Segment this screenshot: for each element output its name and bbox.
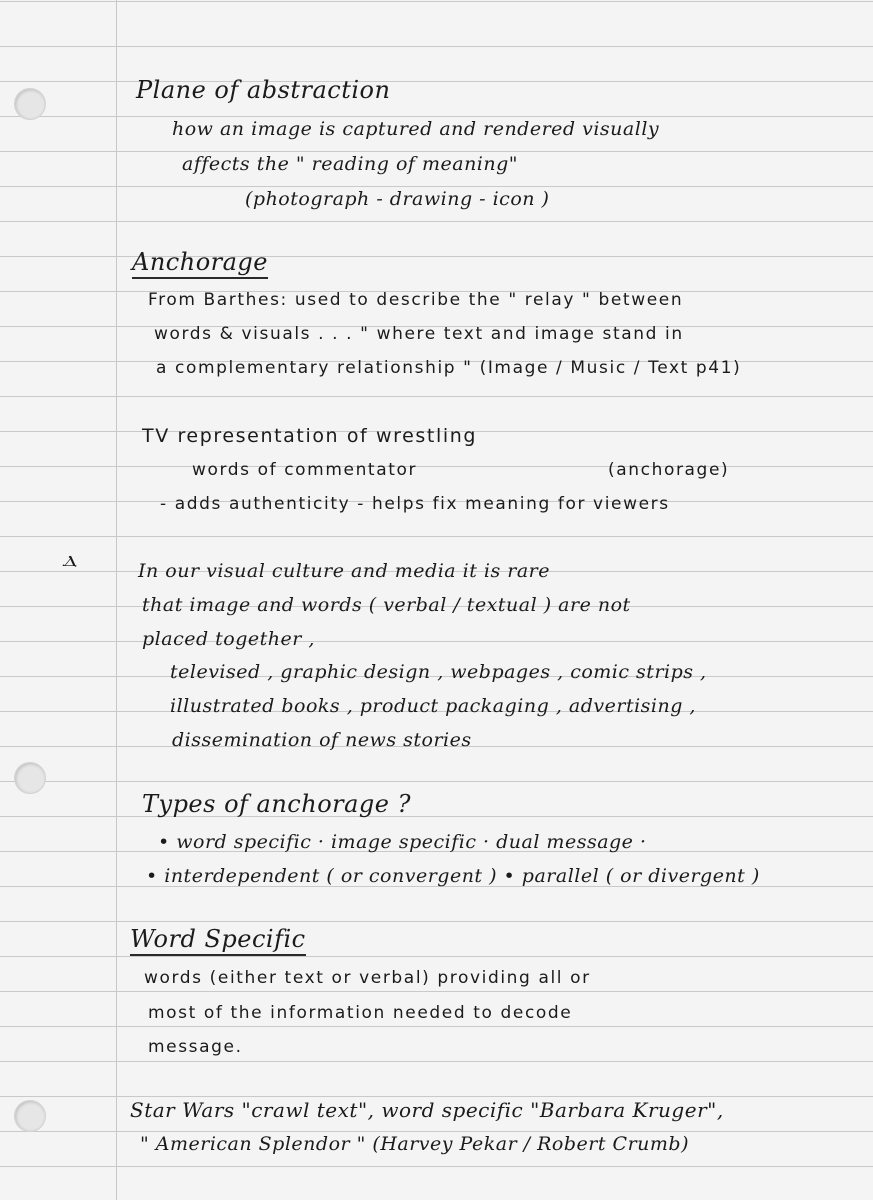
word-specific-heading-text: Word Specific: [130, 925, 306, 956]
anchorage-line-3: a complementary relationship " (Image / Music / Text p41): [156, 358, 742, 378]
word-specific-line-2: most of the information needed to decode: [148, 1003, 573, 1023]
punch-hole: [14, 88, 46, 120]
word-specific-line-3: message.: [148, 1037, 243, 1057]
culture-line-1: In our visual culture and media it is rare: [138, 560, 551, 582]
tv-line-3: - adds authenticity - helps fix meaning for viewers: [160, 494, 670, 514]
punch-hole: [14, 762, 46, 794]
culture-line-5: illustrated books , product packaging , advertising ,: [170, 695, 696, 717]
culture-line-4: televised , graphic design , webpages , comic strips ,: [170, 661, 707, 683]
plane-line-2: affects the " reading of meaning": [182, 153, 519, 175]
examples-line-2: " American Splendor " (Harvey Pekar / Robert Crumb): [140, 1133, 689, 1155]
culture-line-6: dissemination of news stories: [172, 729, 472, 751]
types-heading: Types of anchorage ?: [142, 790, 411, 818]
anchorage-heading-text: Anchorage: [132, 248, 268, 279]
types-line-2: • interdependent ( or convergent ) • parallel ( or divergent ): [146, 865, 760, 887]
margin-marker: ⲇ: [62, 547, 77, 572]
types-line-1: • word specific · image specific · dual message ·: [158, 831, 647, 853]
tv-line-2-note: (anchorage): [608, 460, 730, 480]
anchorage-line-1: From Barthes: used to describe the " relay " between: [148, 290, 684, 310]
margin-line: [116, 0, 117, 1200]
word-specific-line-1: words (either text or verbal) providing all or: [144, 968, 591, 988]
plane-line-3: (photograph - drawing - icon ): [245, 188, 550, 210]
punch-hole: [14, 1100, 46, 1132]
culture-line-2: that image and words ( verbal / textual ) are not: [142, 594, 631, 616]
word-specific-heading: [130, 927, 306, 951]
tv-line-2: words of commentator: [192, 460, 418, 480]
anchorage-heading: [132, 250, 268, 274]
tv-line-1: TV representation of wrestling: [142, 425, 478, 447]
plane-line-1: how an image is captured and rendered visually: [172, 118, 660, 140]
culture-line-3: placed together ,: [142, 628, 315, 650]
examples-line-1: Star Wars "crawl text", word specific "Barbara Kruger",: [130, 1098, 724, 1122]
anchorage-line-2: words & visuals . . . " where text and image stand in: [154, 324, 684, 344]
plane-heading: Plane of abstraction: [136, 76, 391, 104]
